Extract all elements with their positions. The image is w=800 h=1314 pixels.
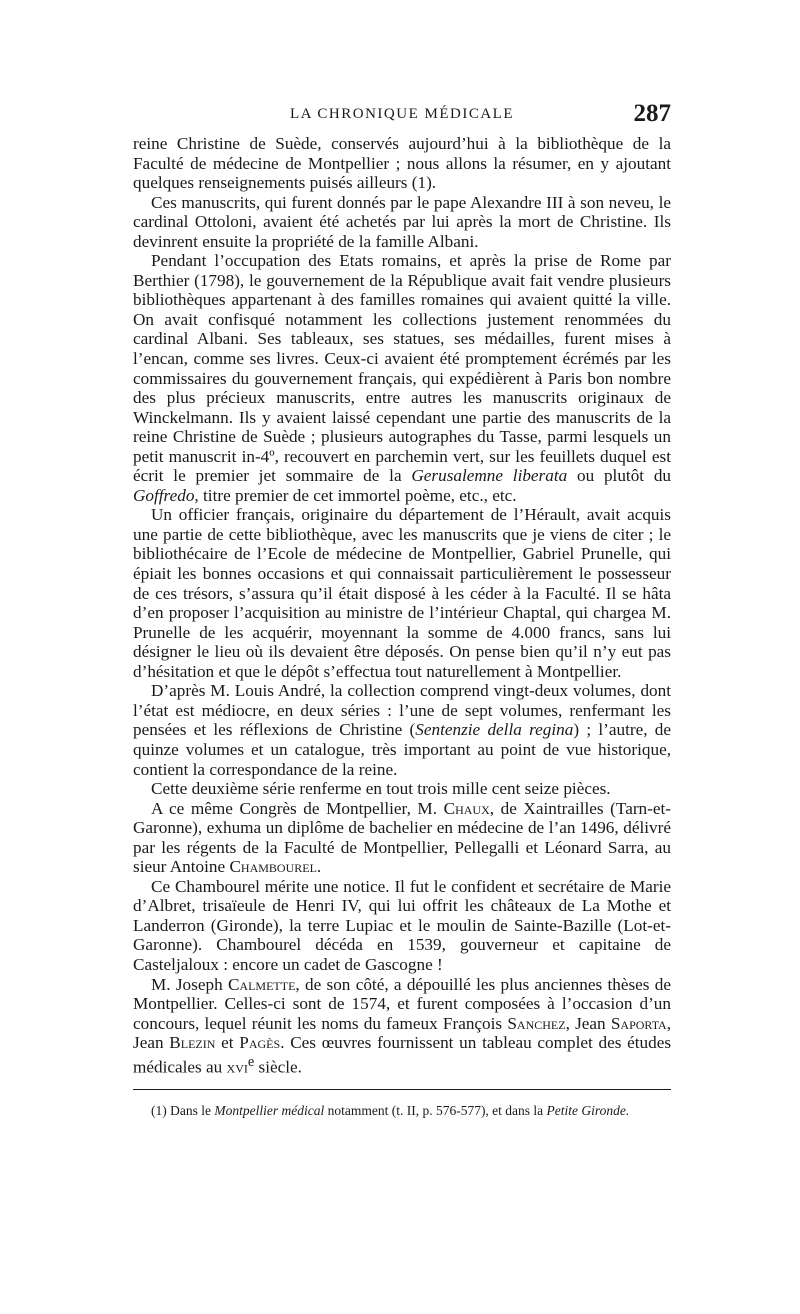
book-title: Goffredo, xyxy=(133,485,199,505)
paragraph: A ce même Congrès de Montpellier, M. Chaux, de Xaintrailles (Tarn-et-Garonne), exhuma un diplôme de bachelier en médecine de l’an 1496, délivré par les régents de la Faculté de Montpellier, Pellegalli et Léonard Sarra, au sieur Antoine Chambourel. xyxy=(133,798,671,877)
century-superscript: e xyxy=(247,1053,255,1070)
paragraph: Cette deuxième série renferme en tout trois mille cent seize pièces. xyxy=(151,779,611,799)
person-name: Saporta xyxy=(610,1013,667,1033)
person-name: Blezin xyxy=(169,1033,216,1053)
book-title: Sentenzie della regina xyxy=(415,720,574,740)
century-numeral: xvi xyxy=(226,1057,248,1077)
person-name: Sanchez xyxy=(507,1013,566,1033)
person-name: Chambourel xyxy=(229,857,317,877)
footnote: (1) Dans le Montpellier médical notamment (t. II, p. 576-577), et dans la Petite Gironde. xyxy=(151,1102,630,1118)
person-name: Pagès xyxy=(239,1033,281,1053)
book-page xyxy=(133,100,671,1119)
body-text xyxy=(133,134,671,1077)
footnote-divider xyxy=(133,1089,671,1090)
page-header xyxy=(133,100,671,134)
paragraph: Ce Chambourel mérite une notice. Il fut le confident et secrétaire de Marie d’Albret, trisaïeule de Henri IV, qui lui offrit les châteaux de La Mothe et Landerron (Gironde), la terre Lupiac et le moulin de Sainte-Bazille (Lot-et-Garonne). Chambourel décéda en 1539, gouverneur et capitaine de Casteljaloux : encore un cadet de Gascogne ! xyxy=(133,876,671,974)
paragraph: Ces manuscrits, qui furent donnés par le pape Alexandre III à son neveu, le cardinal Ottoloni, avaient été achetés par lui après la mort de Christine. Ils devinrent ensuite la propriété de la famille Albani. xyxy=(133,192,671,251)
paragraph: Un officier français, originaire du département de l’Hérault, avait acquis une partie de cette bibliothèque, avec les manuscrits que je viens de citer ; le bibliothécaire de l’Ecole de médecine de Montpellier, Gabriel Prunelle, qui épiait les bonnes occasions et qui connaissait particulièrement le possesseur de ces trésors, s’assura qu’il était disposé à les céder à la Faculté. Il se hâta d’en proposer l’acquisition au ministre de l’intérieur Chaptal, qui chargea M. Prunelle de les acquérir, moyennant la somme de 4.000 francs, sans lui désigner le lieu où ils devaient être déposés. On pense bien qu’il n’y eut pas d’hésitation et que le dépôt s’effectua tout naturellement à Montpellier. xyxy=(133,505,671,681)
paragraph: reine Christine de Suède, conservés aujourd’hui à la bibliothèque de la Faculté de médecine de Montpellier ; nous allons la résumer, en y ajoutant quelques renseignements puisés ailleurs (1). xyxy=(133,134,671,193)
person-name: Chaux xyxy=(443,798,490,818)
paragraph: M. Joseph Calmette, de son côté, a dépouillé les plus anciennes thèses de Montpellier. Celles-ci sont de 1574, et furent composées à l’occasion d’un concours, lequel réunit les noms du fameux François Sanchez, Jean Saporta, Jean Blezin et Pagès. Ces œuvres fournissent un tableau complet des études médicales au xvi$^e$ siècle. xyxy=(133,974,672,1077)
running-title: LA CHRONIQUE MÉDICALE xyxy=(290,106,514,122)
paragraph: Pendant l’occupation des Etats romains, et après la prise de Rome par Berthier (1798), le gouvernement de la République avait fait vendre plusieurs bibliothèques appartenant à des familles romaines qui avaient quitté la ville. On avait confisqué notamment les collections justement renommées du cardinal Albani. Ses tableaux, ses statues, ses médailles, furent mises à l’encan, comme ses livres. Ceux-ci avaient été promptement écrémés par les commissaires du gouvernement français, qui expédièrent à Paris bon nombre des plus précieux manuscrits, entre autres les manuscrits originaux de Winckelmann. Ils y avaient laissé cependant une partie des manuscrits de la reine Christine de Suède ; plusieurs autographes du Tasse, parmi lesquels un petit manuscrit in-4º, recouvert en parchemin vert, sur les feuillets duquel est écrit le premier jet sommaire de la Gerusalemne liberata ou plutôt du Goffredo, titre premier de cet immortel poème, etc., etc. xyxy=(133,251,672,505)
publication-title: Montpellier médical xyxy=(214,1102,325,1118)
book-title: Gerusalemne liberata xyxy=(411,466,568,486)
person-name: Calmette xyxy=(227,974,296,994)
paragraph: D’après M. Louis André, la collection comprend vingt-deux volumes, dont l’état est médiocre, en deux séries : l’une de sept volumes, renfermant les pensées et les réflexions de Christine (Sentenzie della regina) ; l’autre, de quinze volumes et un catalogue, très important au point de vue historique, contient la correspondance de la reine. xyxy=(133,681,672,779)
publication-title: Petite Gironde. xyxy=(546,1102,630,1118)
page-number: 287 xyxy=(633,100,671,127)
